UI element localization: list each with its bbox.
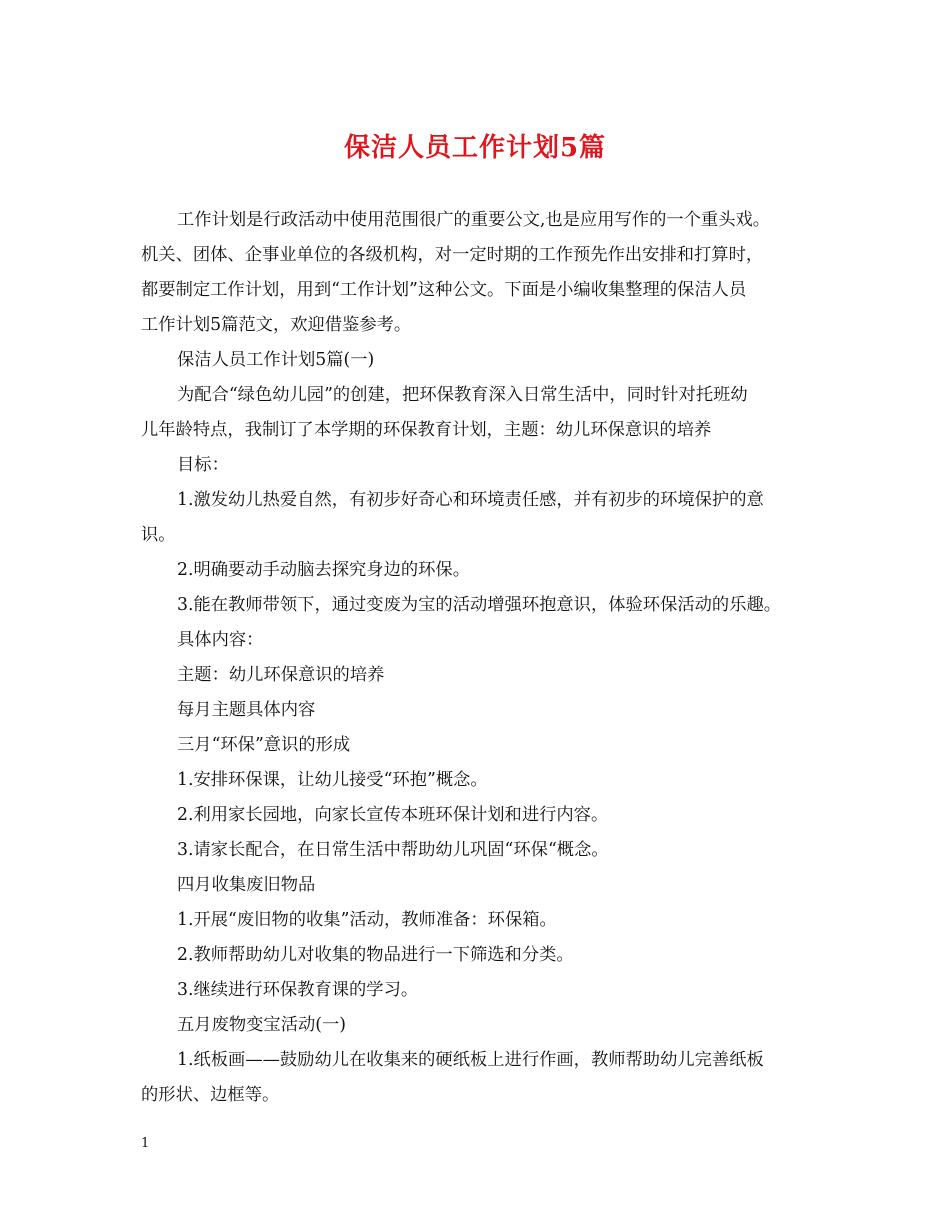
text-line: 2.利用家长园地，向家长宣传本班环保计划和进行内容。 [177,805,609,825]
text-line: 工作计划是行政活动中使用范围很广的重要公文,也是应用写作的一个重头戏。 [177,210,771,230]
text-line: 保洁人员工作计划5篇(一) [177,350,375,370]
text-line: 1.纸板画——鼓励幼儿在收集来的硬纸板上进行作画，教师帮助幼儿完善纸板 [177,1050,764,1070]
page-number: 1 [141,1136,150,1151]
text-line: 都要制定工作计划，用到“工作计划”这种公文。下面是小编收集整理的保洁人员 [141,280,747,300]
text-line: 的形状、边框等。 [141,1085,280,1105]
text-line: 目标： [177,455,229,475]
text-line: 工作计划5篇范文，欢迎借鉴参考。 [141,315,412,335]
document-body [141,203,831,1113]
text-line: 机关、团体、企事业单位的各级机构，对一定时期的工作预先作出安排和打算时， [141,245,764,265]
text-line: 识。 [141,525,176,545]
text-line: 2.教师帮助幼儿对收集的物品进行一下筛选和分类。 [177,945,574,965]
text-line: 3.能在教师带领下，通过变废为宝的活动增强环抱意识，体验环保活动的乐趣。 [177,595,782,615]
text-line: 为配合“绿色幼儿园”的创建，把环保教育深入日常生活中，同时针对托班幼 [177,385,748,405]
text-line: 1.激发幼儿热爱自然，有初步好奇心和环境责任感，并有初步的环境保护的意 [177,490,764,510]
document-title: 保洁人员工作计划5篇 [343,133,607,163]
text-line: 3.继续进行环保教育课的学习。 [177,980,419,1000]
text-line: 每月主题具体内容 [177,700,316,720]
text-line: 1.安排环保课，让幼儿接受“环抱”概念。 [177,770,488,790]
text-line: 五月废物变宝活动(一) [177,1015,347,1035]
text-line: 1.开展“废旧物的收集”活动，教师准备：环保箱。 [177,910,557,930]
text-line: 2.明确要动手动脑去探究身边的环保。 [177,560,470,580]
text-line: 四月收集废旧物品 [177,875,316,895]
text-line: 儿年龄特点，我制订了本学期的环保教育计划，主题：幼儿环保意识的培养 [141,420,712,440]
text-line: 具体内容： [177,630,264,650]
text-line: 主题：幼儿环保意识的培养 [177,665,385,685]
text-line: 3.请家长配合，在日常生活中帮助幼儿巩固“环保“概念。 [177,840,609,860]
text-line: 三月“环保”意识的形成 [177,735,351,755]
